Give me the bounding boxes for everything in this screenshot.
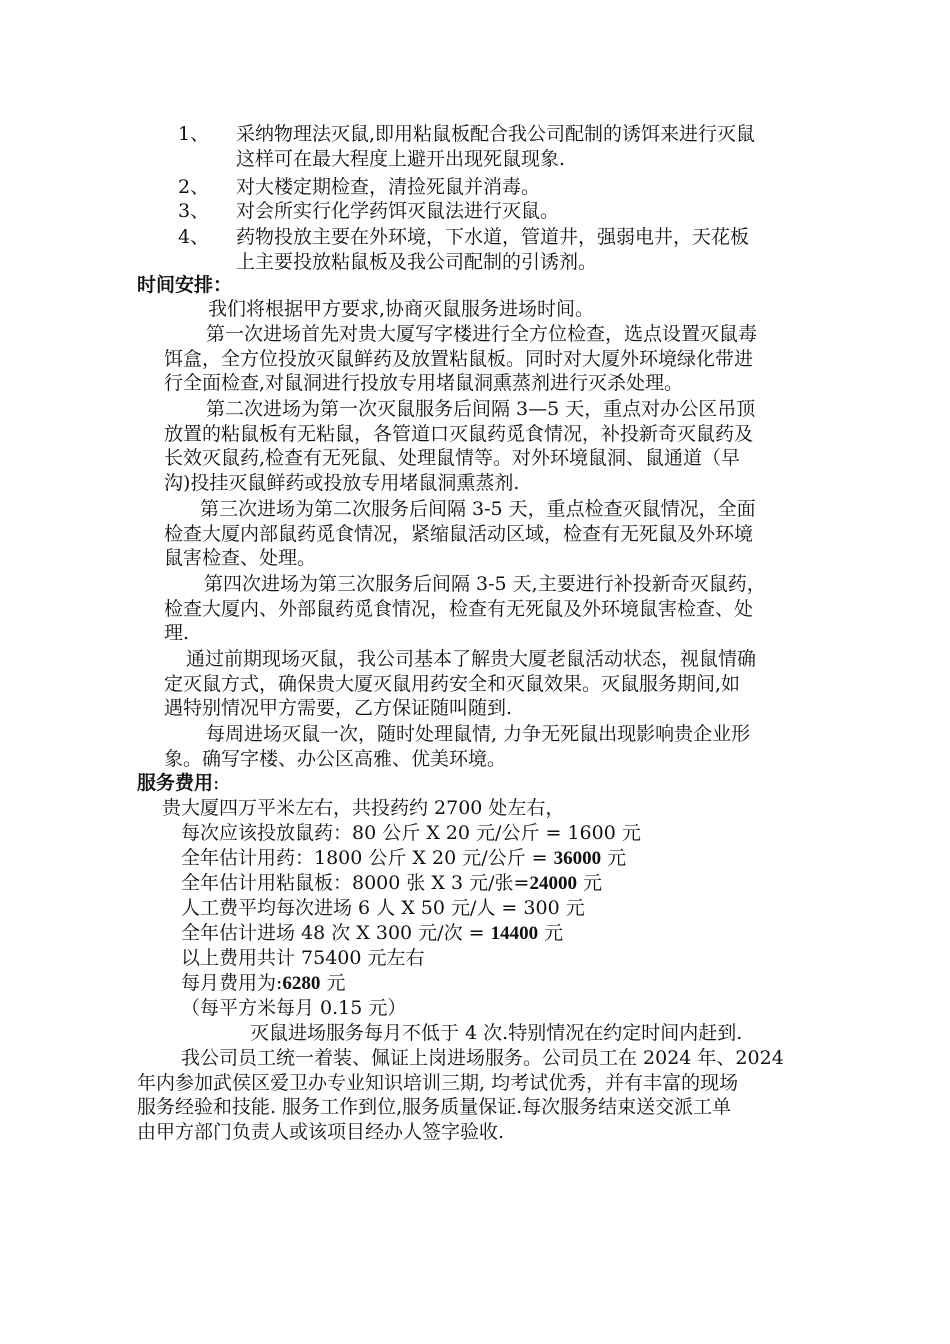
list-number: 4、	[178, 226, 210, 248]
text-line: 检查大厦内部鼠药觅食情况，紧缩鼠活动区域，检查有无死鼠及外环境	[164, 522, 754, 545]
schedule-paragraph-4	[164, 497, 756, 571]
fee-amount: 24000	[529, 873, 577, 894]
list-number: 2、	[178, 176, 210, 198]
text-line: 由甲方部门负责人或该项目经办人签字验收.	[137, 1120, 505, 1143]
schedule-paragraph-3	[164, 397, 755, 495]
text-line: 采纳物理法灭鼠,即用粘鼠板配合我公司配制的诱饵来进行灭鼠	[236, 123, 756, 145]
fee-label: 全年估计用药：1800 公斤 X 20 元/公斤 =	[181, 847, 554, 869]
text-line: 对大楼定期检查，清捡死鼠并消毒。	[236, 176, 541, 198]
text-line: 年内参加武侯区爱卫办专业知识培训三期, 均考试优秀，并有丰富的现场	[137, 1071, 739, 1094]
fee-unit: 元	[320, 972, 346, 994]
fees-total: 以上费用共计 75400 元左右	[181, 947, 425, 969]
text-line: 饵盒，全方位投放灭鼠鲜药及放置粘鼠板。同时对大厦外环境绿化带进	[164, 347, 754, 370]
fee-amount: 14400	[490, 923, 539, 944]
text-line: 沟)投挂灭鼠鲜药或投放专用堵鼠洞熏蒸剂.	[164, 471, 520, 494]
fees-area: 贵大厦四万平米左右，共投药约 2700 处左右，	[162, 797, 565, 819]
fees-year-visits	[181, 921, 563, 947]
list-number: 3、	[178, 200, 210, 222]
list-text	[236, 225, 866, 274]
text-line: 第二次进场为第一次灭鼠服务后间隔 3—5 天，重点对办公区吊顶	[206, 398, 756, 420]
schedule-paragraph-2	[164, 322, 757, 396]
fee-label: 每月费用为:	[181, 972, 283, 994]
schedule-heading: 时间安排：	[137, 274, 233, 296]
text-line: 放置的粘鼠板有无粘鼠，各管道口灭鼠药觅食情况，补投新奇灭鼠药及	[164, 422, 754, 445]
fee-amount: 6280	[282, 973, 321, 994]
text-line: 服务经验和技能. 服务工作到位,服务质量保证.每次服务结束送交派工单	[137, 1096, 732, 1118]
list-text	[236, 199, 866, 224]
text-line: 每周进场灭鼠一次，随时处理鼠情, 力争无死鼠出现影响贵企业形	[206, 723, 751, 745]
schedule-paragraph-6	[164, 647, 756, 721]
text-line: 鼠害检查、处理。	[164, 547, 317, 569]
list-text	[236, 175, 866, 200]
text-line: 药物投放主要在外环境，下水道，管道井，强弱电井，天花板	[236, 226, 750, 248]
text-line: 上主要投放粘鼠板及我公司配制的引诱剂。	[236, 250, 598, 273]
text-line: 这样可在最大程度上避开出现死鼠现象.	[236, 147, 566, 170]
text-line: 第一次进场首先对贵大厦写字楼进行全方位检查，选点设置灭鼠毒	[206, 323, 758, 345]
list-text	[236, 122, 866, 171]
fees-year-board	[181, 871, 602, 897]
text-line: 理.	[164, 622, 190, 644]
text-line: 第三次进场为第二次服务后间隔 3-5 天，重点检查灭鼠情况，全面	[200, 498, 756, 520]
text-line: 通过前期现场灭鼠，我公司基本了解贵大厦老鼠活动状态，视鼠情确	[186, 648, 757, 670]
fee-unit: 元	[576, 872, 602, 894]
text-line: 象。确写字楼、办公区高雅、优美环境。	[164, 747, 507, 770]
fees-labor: 人工费平均每次进场 6 人 X 50 元/人 = 300 元	[181, 897, 585, 919]
list-number: 1、	[178, 123, 210, 145]
text-line: 定灭鼠方式，确保贵大厦灭鼠用药安全和灭鼠效果。灭鼠服务期间,如	[164, 672, 741, 695]
text-line: 检查大厦内、外部鼠药觅食情况，检查有无死鼠及外环境鼠害检查、处	[164, 597, 754, 620]
fees-year-drug	[181, 846, 626, 872]
fee-unit: 元	[538, 922, 564, 944]
text-line: 长效灭鼠药,检查有无死鼠、处理鼠情等。对外环境鼠洞、鼠通道（早	[164, 447, 741, 469]
fee-label: 全年估计用粘鼠板：8000 张 X 3 元/张=	[181, 872, 530, 894]
text-line: 第四次进场为第三次服务后间隔 3-5 天,主要进行补投新奇灭鼠药，	[204, 573, 766, 595]
schedule-paragraph-7	[164, 722, 750, 771]
fees-per-sqm: （每平方米每月 0.15 元）	[181, 997, 407, 1019]
text-line: 我公司员工统一着装、佩证上岗进场服务。公司员工在 2024 年、2024	[181, 1047, 784, 1069]
fee-unit: 元	[601, 847, 627, 869]
schedule-paragraph-1	[208, 297, 594, 322]
fees-each-time: 每次应该投放鼠药：80 公斤 X 20 元/公斤 = 1600 元	[181, 822, 641, 844]
fees-monthly	[181, 971, 345, 997]
fee-amount: 36000	[553, 848, 602, 869]
fees-heading	[137, 771, 219, 796]
staff-paragraph	[137, 1046, 784, 1144]
text-line: 对会所实行化学药饵灭鼠法进行灭鼠。	[236, 200, 560, 222]
fees-heading-colon: :	[213, 772, 220, 794]
text-line: 遇特别情况甲方需要，乙方保证随叫随到.	[164, 697, 513, 719]
text-line: 行全面检查,对鼠洞进行投放专用堵鼠洞熏蒸剂进行灭杀处理。	[164, 372, 684, 394]
fees-frequency: 灭鼠进场服务每月不低于 4 次.特别情况在约定时间内赶到.	[250, 1022, 743, 1044]
fee-label: 全年估计进场 48 次 X 300 元/次 =	[181, 922, 491, 944]
fees-heading-text: 服务费用	[137, 772, 214, 794]
schedule-paragraph-5	[164, 572, 766, 646]
text-line: 我们将根据甲方要求,协商灭鼠服务进场时间。	[208, 298, 595, 320]
